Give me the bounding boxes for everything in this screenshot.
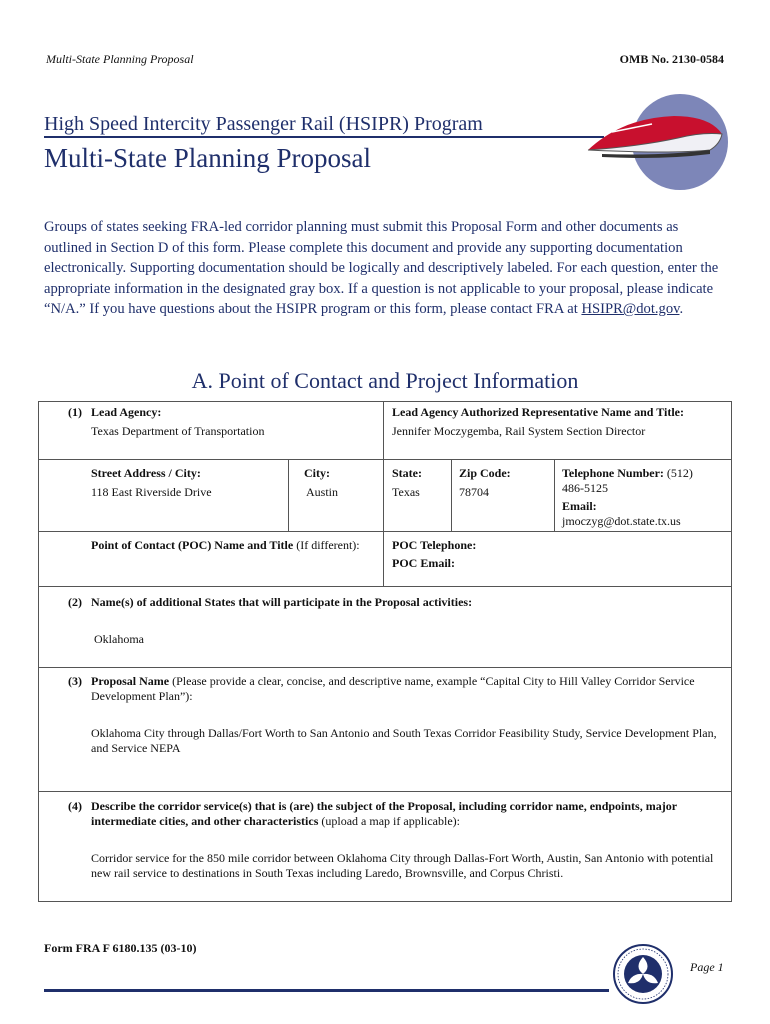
row-divider bbox=[38, 791, 732, 792]
q2-label: Name(s) of additional States that will participate in the Proposal activities: bbox=[91, 595, 473, 609]
email-label: Email: bbox=[562, 499, 597, 513]
q3-number: (3) bbox=[68, 674, 82, 688]
q4-value[interactable]: Corridor service for the 850 mile corridor between Oklahoma City through Dallas-Fort Worth, Austin, San Antonio with potential new rail service to destinations in South Texas including Laredo, Brownsville, and Corpus Christi. bbox=[91, 851, 714, 880]
representative-value[interactable]: Jennifer Moczygemba, Rail System Section Director bbox=[392, 424, 646, 438]
q4-label: Describe the corridor service(s) that is (are) the subject of the Proposal, including corridor name, endpoints, major intermediate cities, and other characteristics bbox=[91, 799, 677, 828]
column-divider bbox=[554, 459, 555, 531]
q3-label-rest: (Please provide a clear, concise, and descriptive name, example “Capital City to Hill Valley Corridor Service Development Plan”): bbox=[91, 674, 695, 703]
section-a-title: A. Point of Contact and Project Information bbox=[191, 368, 579, 393]
omb-number: OMB No. 2130-0584 bbox=[619, 52, 724, 66]
hsipr-email-link[interactable]: HSIPR@dot.gov bbox=[581, 301, 680, 317]
q3-label: Proposal Name bbox=[91, 674, 170, 688]
zip-value[interactable]: 78704 bbox=[459, 485, 489, 499]
q4-number: (4) bbox=[68, 799, 82, 813]
high-speed-train-logo-icon bbox=[582, 88, 732, 198]
telephone-value[interactable]: 486-5125 bbox=[562, 481, 608, 495]
street-value[interactable]: 118 East Riverside Drive bbox=[91, 485, 212, 499]
program-title: High Speed Intercity Passenger Rail (HSIPR) Program bbox=[44, 113, 483, 135]
column-divider bbox=[383, 401, 384, 586]
document-title: Multi-State Planning Proposal bbox=[44, 143, 371, 173]
footer-rule bbox=[44, 989, 609, 992]
city-label: City: bbox=[304, 466, 330, 480]
column-divider bbox=[451, 459, 452, 531]
lead-agency-value[interactable]: Texas Department of Transportation bbox=[91, 424, 265, 438]
poc-field bbox=[91, 538, 360, 553]
telephone-label: Telephone Number: bbox=[562, 466, 664, 480]
lead-agency-label: Lead Agency: bbox=[91, 405, 162, 419]
representative-label: Lead Agency Authorized Representative Name and Title: bbox=[392, 405, 684, 419]
column-divider bbox=[288, 459, 289, 531]
q1-number: (1) bbox=[68, 405, 82, 419]
q4-label-rest: (upload a map if applicable): bbox=[318, 814, 460, 828]
row-divider bbox=[38, 667, 732, 668]
row-divider bbox=[38, 459, 732, 460]
state-label: State: bbox=[392, 466, 422, 480]
page-number: Page 1 bbox=[690, 960, 724, 974]
q2-number: (2) bbox=[68, 595, 82, 609]
form-number: Form FRA F 6180.135 (03-10) bbox=[44, 941, 197, 955]
zip-label: Zip Code: bbox=[459, 466, 511, 480]
q3-value[interactable]: Oklahoma City through Dallas/Fort Worth to San Antonio and South Texas Corridor Feasibility Study, Service Development Plan, and Service NEPA bbox=[91, 726, 717, 755]
poc-label-suffix: (If different): bbox=[293, 538, 360, 552]
poc-email-label: POC Email: bbox=[392, 556, 455, 570]
q4-prompt bbox=[91, 799, 721, 829]
header-left-title: Multi-State Planning Proposal bbox=[46, 52, 194, 66]
q3-prompt bbox=[91, 674, 711, 704]
poc-label: Point of Contact (POC) Name and Title bbox=[91, 538, 294, 552]
row-divider bbox=[38, 586, 732, 587]
intro-text: Groups of states seeking FRA-led corridor planning must submit this Proposal Form and other documents as outlined in Section D of this form. Please complete this document and provide any supporting documentation electronically. Supporting documentation should be logically and descriptively labeled. For each question, enter the appropriate information in the designated gray box. If a question is not applicable to your proposal, please indicate “N/A.” If you have questions about the HSIPR program or this form, please contact FRA at bbox=[44, 219, 719, 317]
telephone-value-area[interactable]: (512) bbox=[666, 466, 693, 480]
title-rule bbox=[44, 136, 604, 138]
state-value[interactable]: Texas bbox=[392, 485, 420, 499]
row-divider bbox=[38, 531, 732, 532]
intro-paragraph bbox=[44, 217, 722, 320]
poc-telephone-label: POC Telephone: bbox=[392, 538, 477, 552]
city-value[interactable]: Austin bbox=[306, 485, 339, 499]
telephone-field bbox=[562, 466, 693, 481]
dot-seal-icon bbox=[612, 943, 674, 1005]
street-label: Street Address / City: bbox=[91, 466, 201, 480]
q2-value[interactable]: Oklahoma bbox=[94, 632, 144, 646]
email-value[interactable]: jmoczyg@dot.state.tx.us bbox=[562, 514, 681, 528]
intro-end: . bbox=[679, 301, 684, 317]
